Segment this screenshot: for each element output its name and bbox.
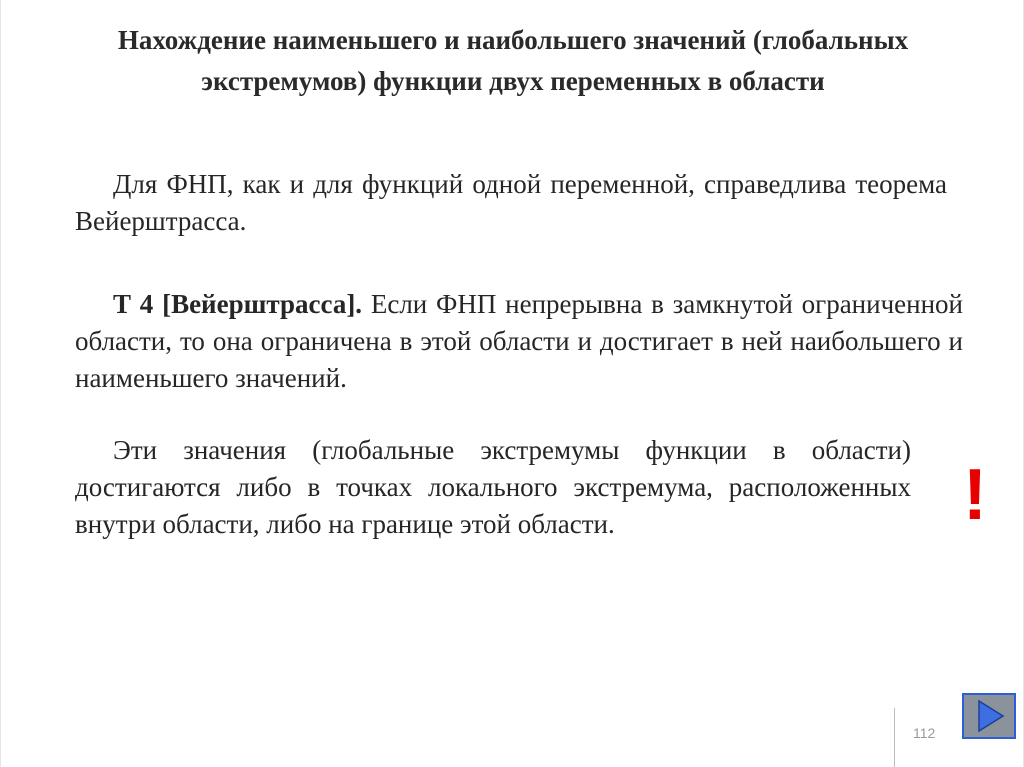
paragraph-extrema-text: Эти значения (глобальные экстремумы функции в области) достигаются либо в точках локального экстремума, расположенных внутри области, либо на границе этой области. <box>75 435 911 539</box>
paragraph-extrema <box>75 432 911 543</box>
theorem-label: Т 4 [Вейерштрасса]. <box>113 289 363 319</box>
exclamation-mark: ! <box>963 455 987 535</box>
page-number: 112 <box>913 725 936 741</box>
play-triangle-icon <box>964 695 1014 737</box>
slide-title: Нахождение наименьшего и наибольшего значений (глобальных экстремумов) функции двух переменных в области <box>117 25 909 96</box>
paragraph-intro-text: Для ФНП, как и для функций одной переменной, справедлива теорема Вейерштрасса. <box>75 169 947 236</box>
footer-divider <box>894 708 895 767</box>
paragraph-intro <box>75 166 947 240</box>
theorem-paragraph <box>75 286 963 397</box>
theorem-text: Если ФНП непрерывна в замкнутой ограниченной области, то она ограничена в этой области и достигает в ней наибольшего и наименьшего значений. <box>75 289 963 393</box>
next-slide-button[interactable] <box>962 693 1016 739</box>
